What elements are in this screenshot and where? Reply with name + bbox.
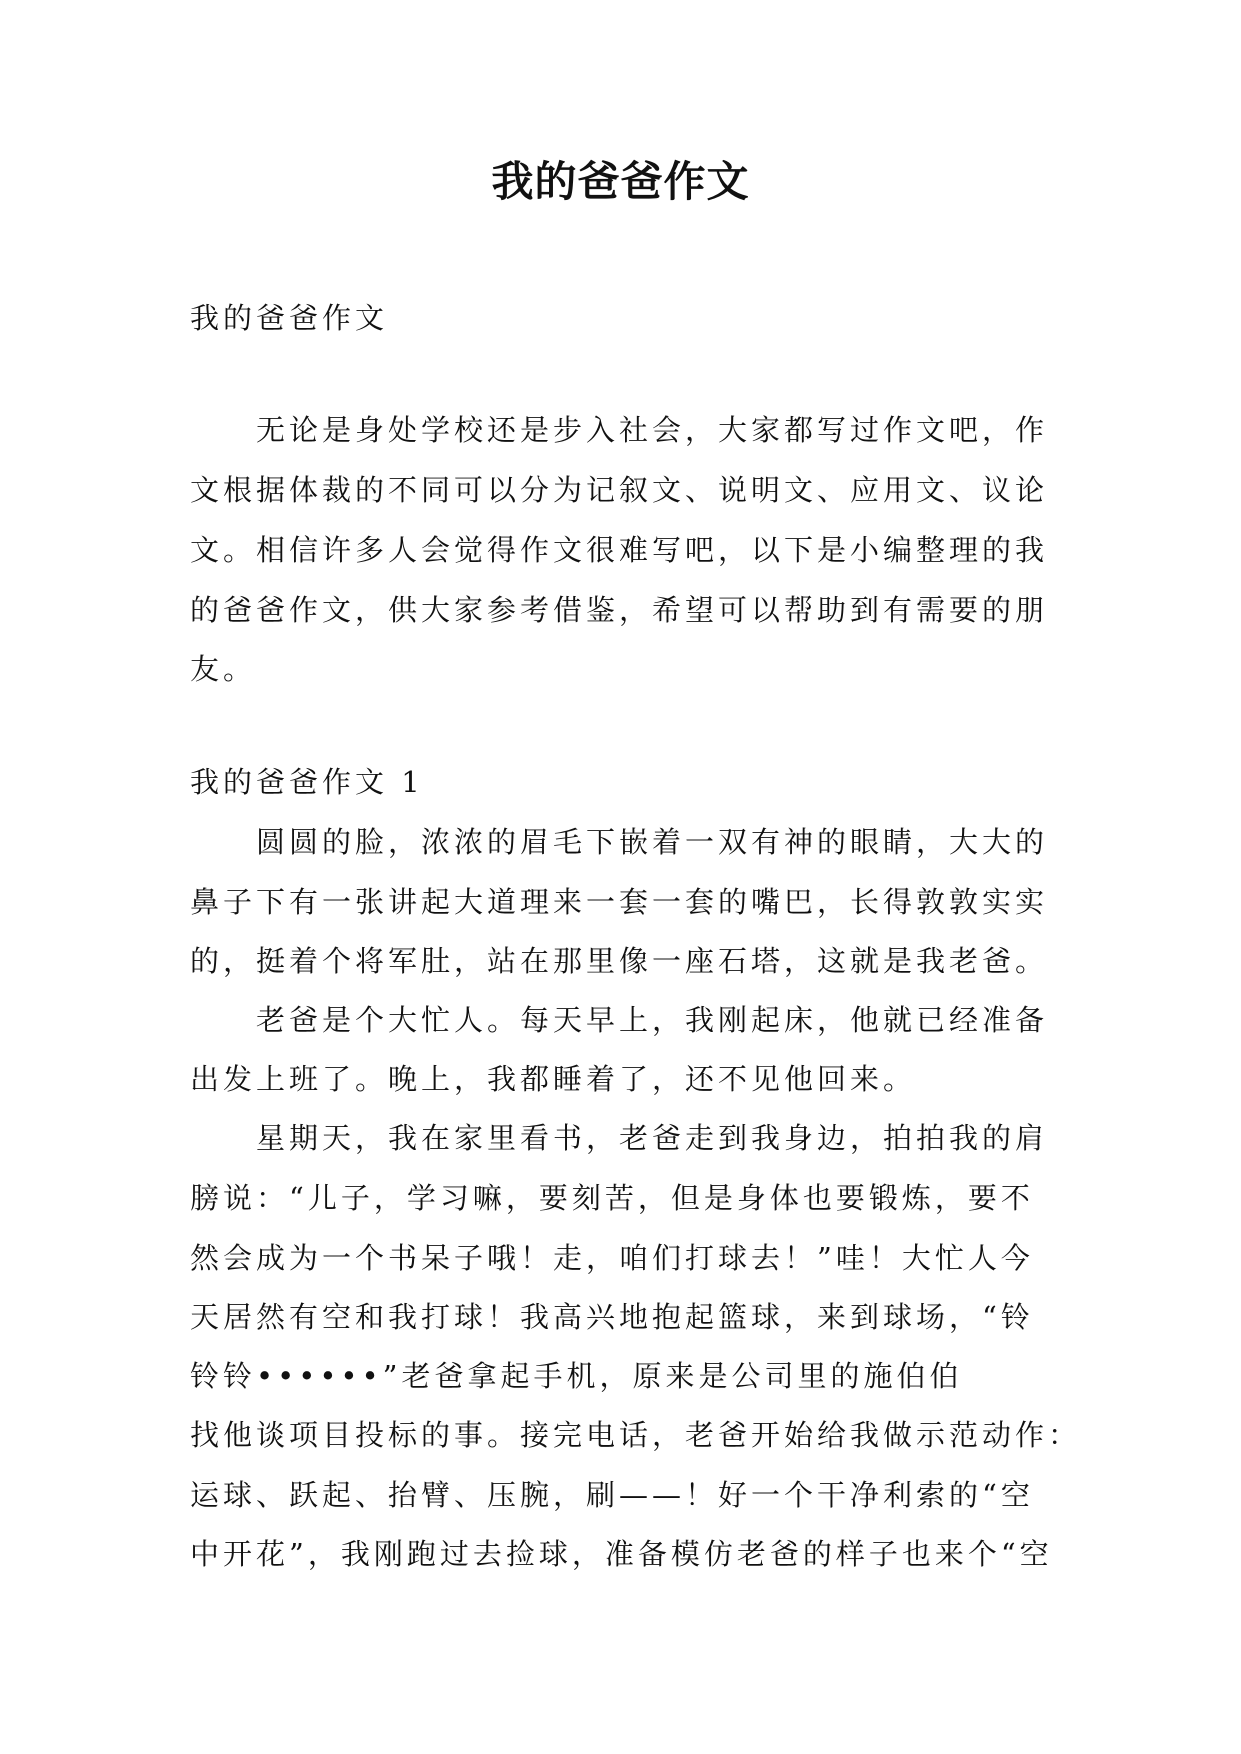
intro-line-4: 的爸爸作文，供大家参考借鉴，希望可以帮助到有需要的朋 [190,593,1049,627]
body-line-2: 鼻子下有一张讲起大道理来一套一套的嘴巴，长得敦敦实实 [190,885,1049,919]
body-line-13: 中开花”，我刚跑过去捡球，准备模仿老爸的样子也来个“空 [190,1537,1053,1571]
body-line-4: 老爸是个大忙人。每天早上，我刚起床，他就已经准备 [256,1003,1049,1037]
section-heading: 我的爸爸作文 1 [190,765,424,799]
body-line-7: 膀说：“儿子，学习嘛，要刻苦，但是身体也要锻炼，要不 [190,1181,1034,1215]
body-line-12: 运球、跃起、抬臂、压腕，刷——！好一个干净利索的“空 [190,1478,1034,1512]
document-subtitle: 我的爸爸作文 [190,301,389,335]
intro-line-1: 无论是身处学校还是步入社会，大家都写过作文吧，作 [256,413,1049,447]
body-line-8: 然会成为一个书呆子哦！走，咱们打球去！”哇！大忙人今 [190,1241,1034,1275]
intro-line-3: 文。相信许多人会觉得作文很难写吧，以下是小编整理的我 [190,533,1049,567]
body-line-11: 找他谈项目投标的事。接完电话，老爸开始给我做示范动作： [190,1418,1082,1452]
document-title: 我的爸爸作文 [491,157,750,206]
intro-line-5: 友。 [190,652,257,686]
body-line-6: 星期天，我在家里看书，老爸走到我身边，拍拍我的肩 [256,1121,1049,1155]
body-line-10: 铃铃••••••”老爸拿起手机，原来是公司里的施伯伯 [190,1359,963,1393]
body-line-3: 的，挺着个将军肚，站在那里像一座石塔，这就是我老爸。 [190,944,1049,978]
body-line-5: 出发上班了。晚上，我都睡着了，还不见他回来。 [190,1062,917,1096]
body-line-9: 天居然有空和我打球！我高兴地抱起篮球，来到球场，“铃 [190,1300,1034,1334]
intro-line-2: 文根据体裁的不同可以分为记叙文、说明文、应用文、议论 [190,473,1049,507]
body-line-1: 圆圆的脸，浓浓的眉毛下嵌着一双有神的眼睛，大大的 [256,825,1049,859]
